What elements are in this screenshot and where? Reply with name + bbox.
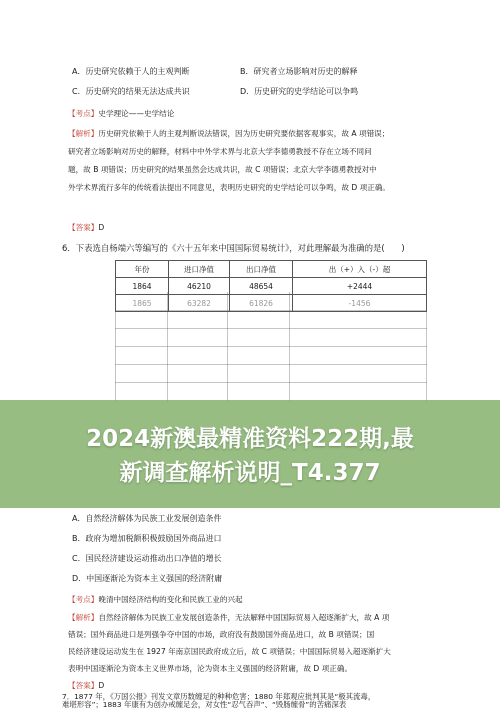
table-header-cell: 进口净值: [169, 261, 230, 278]
table-cell: 63282: [169, 295, 230, 312]
q6-answer-value: D: [98, 681, 105, 690]
q6-option-a: A．自然经济解体为民族工业发展创造条件: [72, 514, 222, 523]
q5-option-a: A．历史研究依赖于人的主观判断: [72, 67, 190, 76]
q6-kaodian-tag: 【考点】: [68, 595, 99, 604]
q6-option-b: B．政府为增加税额积极鼓励国外商品进口: [72, 534, 222, 543]
table-cell: +2444: [293, 278, 427, 295]
q6-answer-tag: 【答案】: [68, 681, 99, 690]
table-header-row: [116, 261, 427, 278]
table-cell: -1456: [293, 295, 427, 312]
table-continuation: [115, 292, 427, 402]
q6-jiexi-line-3: 民经济建设运动发生在 1927 年南京国民政府成立后，故 C 项错误；中国国际贸易入超逐渐扩大: [68, 647, 391, 656]
banner-headline: [0, 422, 500, 490]
q5-answer-value: D: [98, 223, 105, 232]
q6-kaodian: [68, 594, 243, 605]
q5-kaodian-tag: 【考点】: [68, 109, 99, 118]
q6-jiexi-line-4: 表明中国逐渐沦为资本主义世界市场，沦为资本主义强国的经济附庸，故 D 项正确。: [68, 664, 353, 673]
q6-stem: 6．下表选自杨端六等编写的《六十五年来中国国际贸易统计》，对此理解最为准确的是( ): [62, 243, 405, 253]
q5-answer: [68, 222, 104, 233]
table-header-cell: 出（+）入（-）超: [293, 261, 427, 278]
table-cell: 1865: [116, 295, 169, 312]
q5-jiexi-line-4: 外学术界流行多年的传统看法提出不同意见，表明历史研究的史学结论可以争鸣，故 D 项正确。: [68, 183, 391, 192]
q5-answer-tag: 【答案】: [68, 223, 99, 232]
q7-stem-line-2: 难堪形容”；1883 年康有为创办戒缠足会，对女性“忍气吞声”、“毁肠缠骨”的苦痛深表: [62, 700, 347, 709]
table-cell: 1864: [116, 278, 169, 295]
q5-kaodian: [68, 108, 174, 119]
table-header-cell: 出口净值: [230, 261, 293, 278]
q6-kaodian-text: 晚清中国经济结构的变化和民族工业的兴起: [98, 595, 243, 604]
q6-jiexi-tag: 【解析】: [68, 613, 99, 622]
q6-jiexi-line-2: 错误；国外商品进口是列强争夺中国的市场，政府没有鼓励国外商品进口，故 B 项错误；国: [68, 630, 375, 639]
q6-jiexi-line-1: 【解析】自然经济解体为民族工业发展创造条件，无法解释中国国际贸易入超逐渐扩大，故 A 项: [68, 613, 390, 622]
q5-option-b: B．研究者立场影响对历史的解释: [240, 67, 358, 76]
q6-option-c: C．国民经济建设运动推动出口净值的增长: [72, 554, 222, 563]
q5-jiexi-line-3: 题，故 B 项错误；历史研究的结果虽然会达成共识，故 C 项错误；北京大学李德勇教授对中: [68, 165, 377, 174]
table-cell: 46210: [169, 278, 230, 295]
banner-line-1: 2024新澳最精准资料222期,最: [86, 426, 414, 452]
q6-answer: [68, 680, 104, 691]
table-header-cell: 年份: [116, 261, 169, 278]
banner-line-2: 新调查解析说明_T4.377: [119, 460, 381, 486]
q5-option-c: C．历史研究的结果无法达成共识: [72, 87, 190, 96]
table-cell: 48654: [230, 278, 293, 295]
q5-jiexi-line-1: 【解析】历史研究依赖于人的主观判断说法错误，因为历史研究要依据客观事实，故 A 项错误；: [68, 129, 390, 138]
table-cell: 61826: [230, 295, 293, 312]
q7-stem-line-1: 7．1877 年，《万国公报》刊发文章历数缠足的种种危害；1880 年郑观应批判其是“极其流毒，: [62, 692, 376, 701]
q5-jiexi-line-2: 研究者立场影响对历史的解释，材料中中外学术界与北京大学李德勇教授不存在立场不同问: [68, 147, 372, 156]
q5-option-d: D．历史研究的史学结论可以争鸣: [240, 87, 359, 96]
q6-option-d: D．中国逐渐沦为资本主义强国的经济附庸: [72, 574, 223, 583]
q5-jiexi-tag: 【解析】: [68, 129, 99, 138]
q5-kaodian-text: 史学理论——史学结论: [98, 109, 175, 118]
